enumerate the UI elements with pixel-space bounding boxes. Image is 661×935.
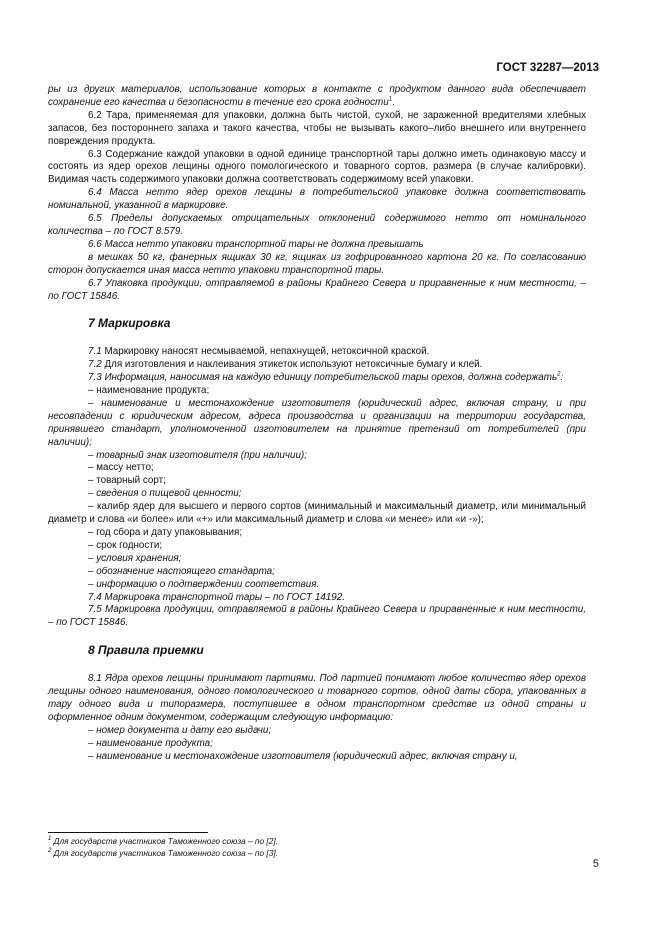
- paragraph-6-2: 6.2 Тара, применяемая для упаковки, должна быть чистой, сухой, не зараженной вредителями хлебных запасов, без постороннего запаха и такого качества, чтобы не вызывать какого–либо внешнего или внутреннего повреждения продукта.: [48, 109, 586, 147]
- list-item: – калибр ядер для высшего и первого сортов (минимальный и максимальный диаметр, или минимальный диаметр и слова «и более» или «+» или максимальный диаметр и слова «и менее» или «и -»);: [48, 501, 586, 526]
- list-item: – наименование и местонахождение изготовителя (юридический адрес, включая страну и,: [88, 750, 518, 762]
- list-item: – наименование продукта;: [88, 737, 213, 749]
- list-item: – срок годности;: [88, 539, 163, 551]
- footnote-ref-2: 2: [557, 371, 561, 378]
- list-item: – товарный сорт;: [88, 475, 166, 487]
- paragraph-6-3: 6.3 Содержание каждой упаковки в одной единице транспортной тары должно иметь одинаковую массу и состоять из ядер орехов лещины одного помологического и товарного сортов, размера (в случае калибровки). Видимая часть содержимого упаковки должна соответствовать содержимому всей упаковки.: [48, 148, 586, 186]
- paragraph-7-5: 7.5 Маркировка продукции, отправляемой в районы Крайнего Севера и приравненные к ним местности, – по ГОСТ 15846.: [48, 604, 586, 629]
- footnote-2: $^2$ Для государств участников Таможенного союза – по [3].: [48, 848, 278, 858]
- list-item: – товарный знак изготовителя (при наличии);: [88, 449, 307, 461]
- paragraph-8-1: 8.1 Ядра орехов лещины принимают партиями. Под партией понимают любое количество ядер орехов лещины одного наименования, одного помологического и товарного сортов, одной даты сбора, упакованных в тару одного вида и типоразмера, поступившее в одном транспортном средстве из одной страны и оформленное одним документом, содержащим следующую информацию:: [48, 673, 586, 723]
- list-item: – обозначение настоящего стандарта;: [88, 565, 275, 577]
- section-7-heading: 7 Маркировка: [88, 316, 171, 331]
- list-item: – массу нетто;: [88, 462, 154, 474]
- paragraph-6-1-cont: ры из других материалов, использование которых в контакте с продуктом данного вида обеспечивает сохранение его качества и безопасности в течение его срока годности$^1$.: [48, 84, 586, 108]
- paragraph-6-6: 6.6 Масса нетто упаковки транспортной тары не должна превышать: [88, 238, 424, 250]
- section-8-heading: 8 Правила приемки: [88, 643, 204, 658]
- paragraph-7-1: 7.1 Маркировку наносят несмываемой, непахнущей, нетоксичной краской.: [88, 346, 430, 358]
- paragraph-6-7: 6.7 Упаковка продукции, отправляемой в районы Крайнего Севера и приравненные к ним местности, – по ГОСТ 15846.: [48, 277, 586, 302]
- paragraph-7-3: 7.3 Информация, наносимая на каждую единицу потребительской тары орехов, должна содержать$^2$:: [88, 371, 564, 384]
- footnote-separator: [48, 832, 208, 833]
- list-item: – номер документа и дату его выдачи;: [88, 724, 272, 736]
- paragraph-7-2: 7.2 Для изготовления и наклеивания этикеток используют нетоксичные бумагу и клей.: [88, 359, 483, 371]
- page-number: 5: [592, 858, 599, 870]
- paragraph-6-5: 6.5 Пределы допускаемых отрицательных отклонений содержимого нетто от номинального количества – по ГОСТ 8.579.: [48, 213, 586, 237]
- paragraph-6-4: 6.4 Масса нетто ядер орехов лещины в потребительской упаковке должна соответствовать номинальной, указанной в маркировке.: [48, 187, 586, 212]
- list-item: – условия хранения;: [88, 552, 182, 564]
- footnote-1: $^1$ Для государств участников Таможенного союза – по [2].: [48, 836, 278, 846]
- list-item: – наименование и местонахождение изготовителя (юридический адрес, включая страну, и при несовпадении с юридическим адресом, адреса производства и организации на территории государства, принявшего стандарт, уполномоченной изготовителем на принятие претензий от потребителей (при наличии);: [48, 397, 586, 448]
- doc-header: ГОСТ 32287—2013: [496, 62, 599, 74]
- list-item: – наименование продукта;: [88, 385, 210, 397]
- document-body: [48, 84, 586, 764]
- list-item: – год сбора и дату упаковывания;: [88, 527, 243, 538]
- paragraph-7-4: 7.4 Маркировка транспортной тары – по ГОСТ 14192.: [88, 591, 345, 603]
- list-item: – сведения о пищевой ценности;: [88, 488, 242, 500]
- footnote-ref-1: 1: [388, 96, 393, 103]
- paragraph-6-6-cont: в мешках 50 кг, фанерных ящиках 30 кг, ящиках из гофрированного картона 20 кг. По согласованию сторон допускается иная масса нетто упаковки транспортной тары.: [48, 251, 586, 276]
- list-item: – информацию о подтверждении соответствия.: [88, 578, 320, 590]
